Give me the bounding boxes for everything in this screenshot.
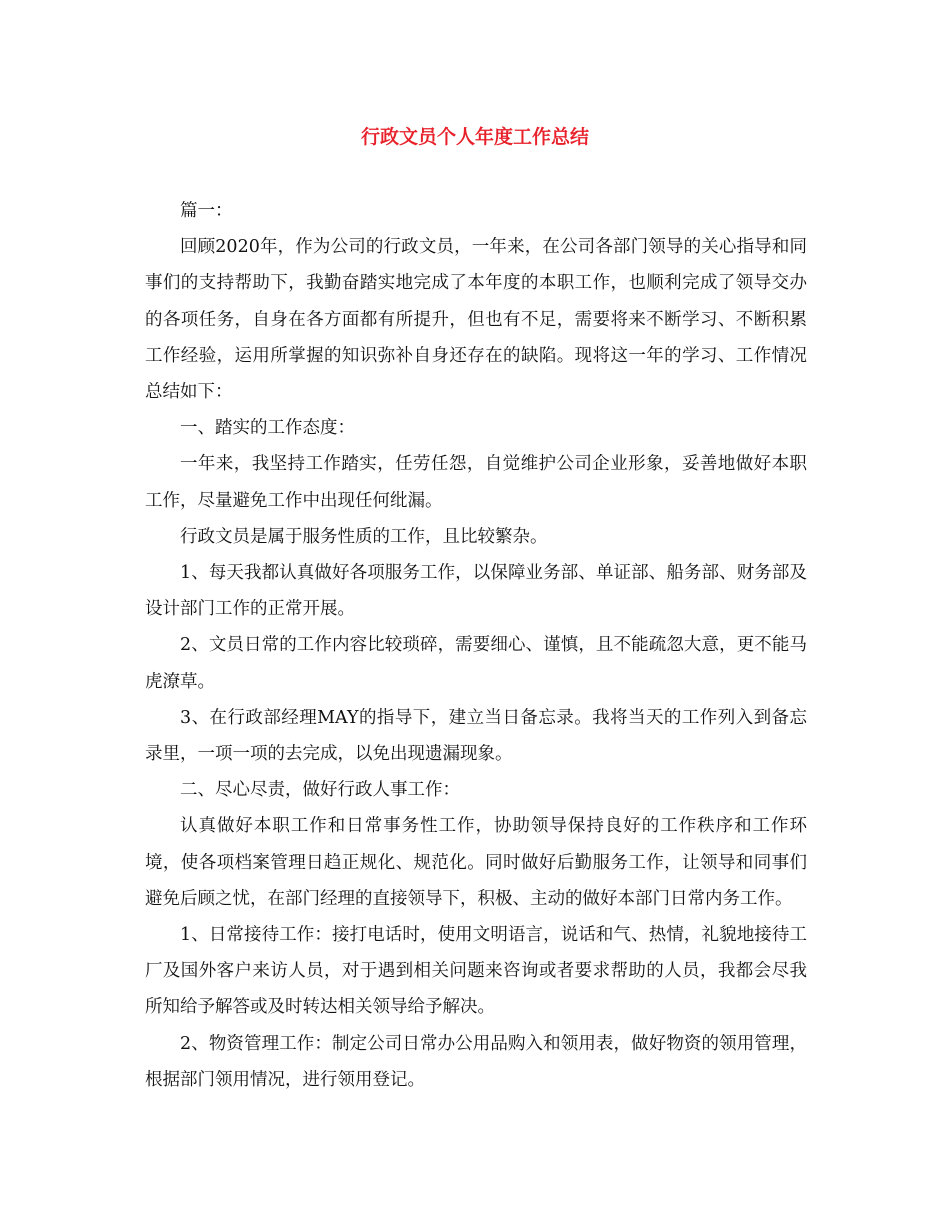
list-item-1: 1、每天我都认真做好各项服务工作，以保障业务部、单证部、船务部、财务部及设计部门工作的正常开展。 bbox=[145, 563, 807, 620]
paragraph-admin-hr: 认真做好本职工作和日常事务性工作，协助领导保持良好的工作秩序和工作环境，使各项档案管理日趋正规化、规范化。同时做好后勤服务工作，让领导和同事们避免后顾之忧，在部门经理的直接领导下，积极、主动的做好本部门日常内务工作。 bbox=[145, 816, 807, 909]
heading-work-attitude: 一、踏实的工作态度： bbox=[180, 418, 355, 439]
paragraph-service-nature: 行政文员是属于服务性质的工作，且比较繁杂。 bbox=[180, 526, 548, 547]
paragraph-section-label: 篇一： bbox=[180, 201, 233, 221]
heading-admin-hr: 二、尽心尽责，做好行政人事工作： bbox=[180, 780, 460, 801]
list-item-supplies: 2、物资管理工作：制定公司日常办公用品购入和领用表，做好物资的领用管理，根据部门领用情况，进行领用登记。 bbox=[145, 1033, 807, 1090]
list-item-2: 2、文员日常的工作内容比较琐碎，需要细心、谨慎，且不能疏忽大意，更不能马虎潦草。 bbox=[145, 635, 807, 692]
paragraph-attitude: 一年来，我坚持工作踏实，任劳任怨，自觉维护公司企业形象，妥善地做好本职工作，尽量避免工作中出现任何纰漏。 bbox=[145, 454, 807, 511]
list-item-3: 3、在行政部经理MAY的指导下，建立当日备忘录。我将当天的工作列入到备忘录里，一项一项的去完成，以免出现遗漏现象。 bbox=[145, 707, 807, 765]
document-body bbox=[145, 193, 807, 1098]
paragraph-intro: 回顾2020年，作为公司的行政文员，一年来，在公司各部门领导的关心指导和同事们的支持帮助下，我勤奋踏实地完成了本年度的本职工作，也顺利完成了领导交办的各项任务，自身在各方面都有所提升，但也有不足，需要将来不断学习、不断积累工作经验，运用所掌握的知识弥补自身还存在的缺陷。现将这一年的学习、工作情况总结如下： bbox=[145, 237, 807, 403]
list-item-reception: 1、日常接待工作：接打电话时，使用文明语言，说话和气、热情，礼貌地接待工厂及国外客户来访人员，对于遇到相关问题来咨询或者要求帮助的人员，我都会尽我所知给予解答或及时转达相关领导给予解决。 bbox=[145, 925, 807, 1018]
document-title: 行政文员个人年度工作总结 bbox=[360, 126, 589, 148]
